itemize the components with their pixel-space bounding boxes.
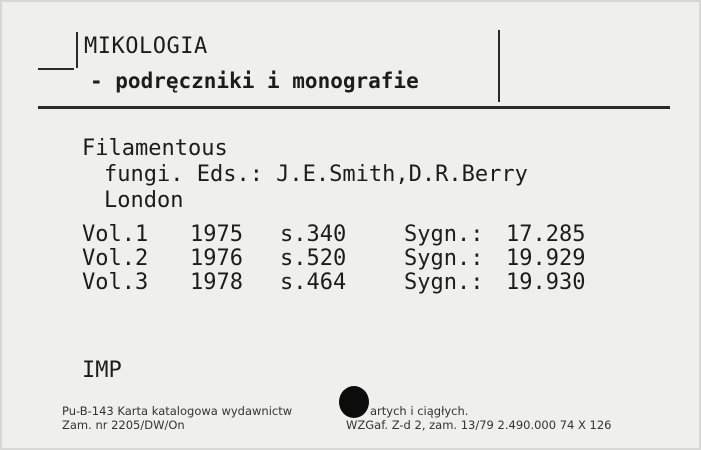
header-right-divider: [498, 30, 500, 102]
footer-line-1-left: Pu-B-143 Karta katalogowa wydawnictw: [62, 404, 293, 418]
footer-line-2-right: WZGaf. Z-d 2, zam. 13/79 2.490.000 74 X 126: [346, 418, 612, 432]
sygn-label: Sygn.:: [404, 270, 484, 295]
subject-subheading: - podręczniki i monografie: [90, 69, 419, 93]
volume-pages: s.464: [280, 270, 347, 295]
entry-place: London: [104, 188, 184, 213]
sygn-label: Sygn.:: [404, 246, 484, 271]
volume-year: 1975: [190, 222, 243, 247]
sygn-label: Sygn.:: [404, 222, 484, 247]
entry-title-line-1: Filamentous: [82, 136, 228, 161]
volume-year: 1978: [190, 270, 243, 295]
sygn-number: 19.929: [506, 246, 586, 271]
volume-label: Vol.2: [82, 246, 149, 271]
volume-pages: s.520: [280, 246, 347, 271]
sygn-number: 17.285: [506, 222, 586, 247]
location-mark: IMP: [82, 358, 122, 383]
punch-hole: [339, 386, 369, 418]
volume-pages: s.340: [280, 222, 347, 247]
footer-line-2-left: Zam. nr 2205/DW/On: [62, 418, 185, 432]
entry-title-line-2: fungi. Eds.: J.E.Smith,D.R.Berry: [104, 162, 528, 187]
volume-label: Vol.3: [82, 270, 149, 295]
header-left-mark: [38, 68, 74, 70]
volume-year: 1976: [190, 246, 243, 271]
volume-label: Vol.1: [82, 222, 149, 247]
subject-heading: MIKOLOGIA: [84, 34, 208, 59]
sygn-number: 19.930: [506, 270, 586, 295]
header-left-divider: [76, 32, 78, 68]
header-rule: [38, 106, 670, 109]
footer-line-1-right: artych i ciągłych.: [370, 404, 469, 418]
